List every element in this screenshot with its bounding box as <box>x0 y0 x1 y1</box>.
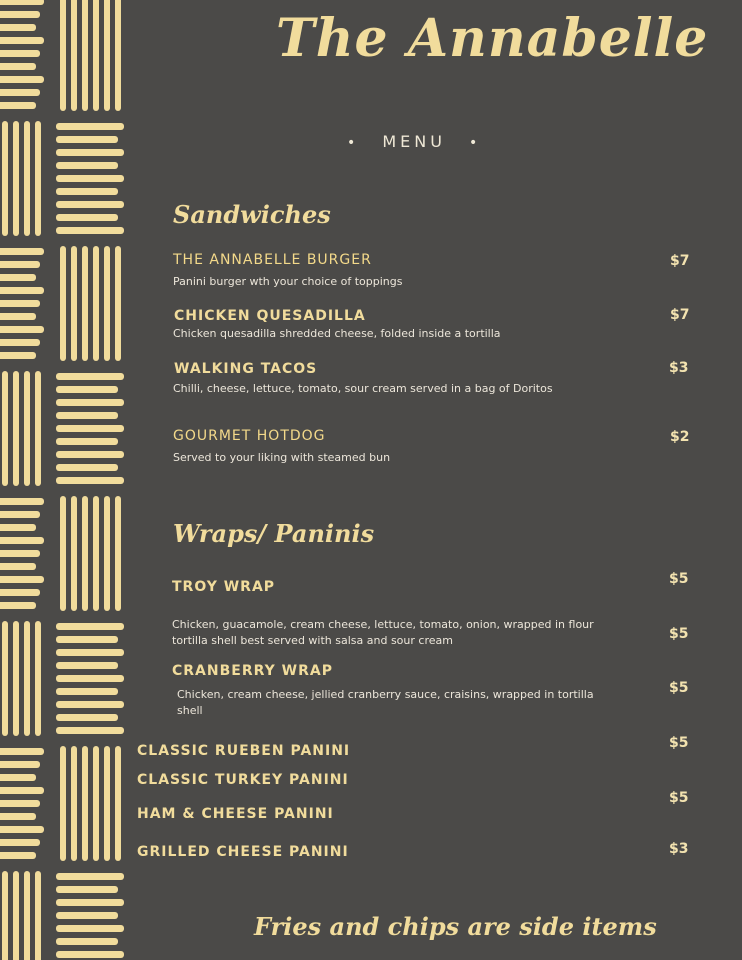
item-price-cranberry-wrap: $5 <box>669 680 689 696</box>
section-heading-wraps-paninis: Wraps/ Paninis <box>173 519 375 548</box>
item-name-annabelle-burger: THE ANNABELLE BURGER <box>173 252 372 268</box>
item-name-classic-turkey-panini: CLASSIC TURKEY PANINI <box>137 772 349 788</box>
restaurant-title: The Annabelle <box>276 8 709 69</box>
item-name-classic-rueben-panini: CLASSIC RUEBEN PANINI <box>137 743 351 759</box>
item-name-grilled-cheese-panini: GRILLED CHEESE PANINI <box>137 844 349 860</box>
menu-dot-left: • <box>347 135 360 151</box>
item-price-gourmet-hotdog: $2 <box>670 429 690 445</box>
item-price-troy-wrap-detail: $5 <box>669 626 689 642</box>
item-desc-gourmet-hotdog: Served to your liking with steamed bun <box>173 451 391 464</box>
item-name-ham-cheese-panini: HAM & CHEESE PANINI <box>137 806 334 822</box>
item-desc-annabelle-burger: Panini burger wth your choice of toppings <box>173 275 403 288</box>
section-heading-sandwiches: Sandwiches <box>173 200 331 229</box>
item-price-troy-wrap: $5 <box>669 571 689 587</box>
item-name-gourmet-hotdog: GOURMET HOTDOG <box>173 428 326 444</box>
item-desc-walking-tacos: Chilli, cheese, lettuce, tomato, sour cream served in a bag of Doritos <box>173 382 553 395</box>
footer-note: Fries and chips are side items <box>254 912 657 941</box>
item-name-troy-wrap: TROY WRAP <box>172 579 276 595</box>
item-price-walking-tacos: $3 <box>669 360 689 376</box>
item-desc-chicken-quesadilla: Chicken quesadilla shredded cheese, folded inside a tortilla <box>173 327 501 340</box>
item-price-classic-rueben-panini: $5 <box>669 735 689 751</box>
item-name-cranberry-wrap: CRANBERRY WRAP <box>172 663 333 679</box>
item-name-walking-tacos: WALKING TACOS <box>174 361 318 377</box>
menu-heading <box>347 132 481 151</box>
item-desc-troy-wrap: Chicken, guacamole, cream cheese, lettuce, tomato, onion, wrapped in flour tortilla shell best served with salsa and sour cream <box>172 618 594 647</box>
item-name-chicken-quesadilla: CHICKEN QUESADILLA <box>174 308 366 324</box>
menu-label: MENU <box>382 132 446 151</box>
item-price-chicken-quesadilla: $7 <box>670 307 690 323</box>
menu-dot-right: • <box>469 135 482 151</box>
woven-stripe-pattern <box>0 0 128 960</box>
item-desc-cranberry-wrap: Chicken, cream cheese, jellied cranberry sauce, craisins, wrapped in tortilla shell <box>177 688 594 717</box>
item-price-grilled-cheese-panini: $3 <box>669 841 689 857</box>
item-price-annabelle-burger: $7 <box>670 253 690 269</box>
item-price-ham-cheese-panini: $5 <box>669 790 689 806</box>
